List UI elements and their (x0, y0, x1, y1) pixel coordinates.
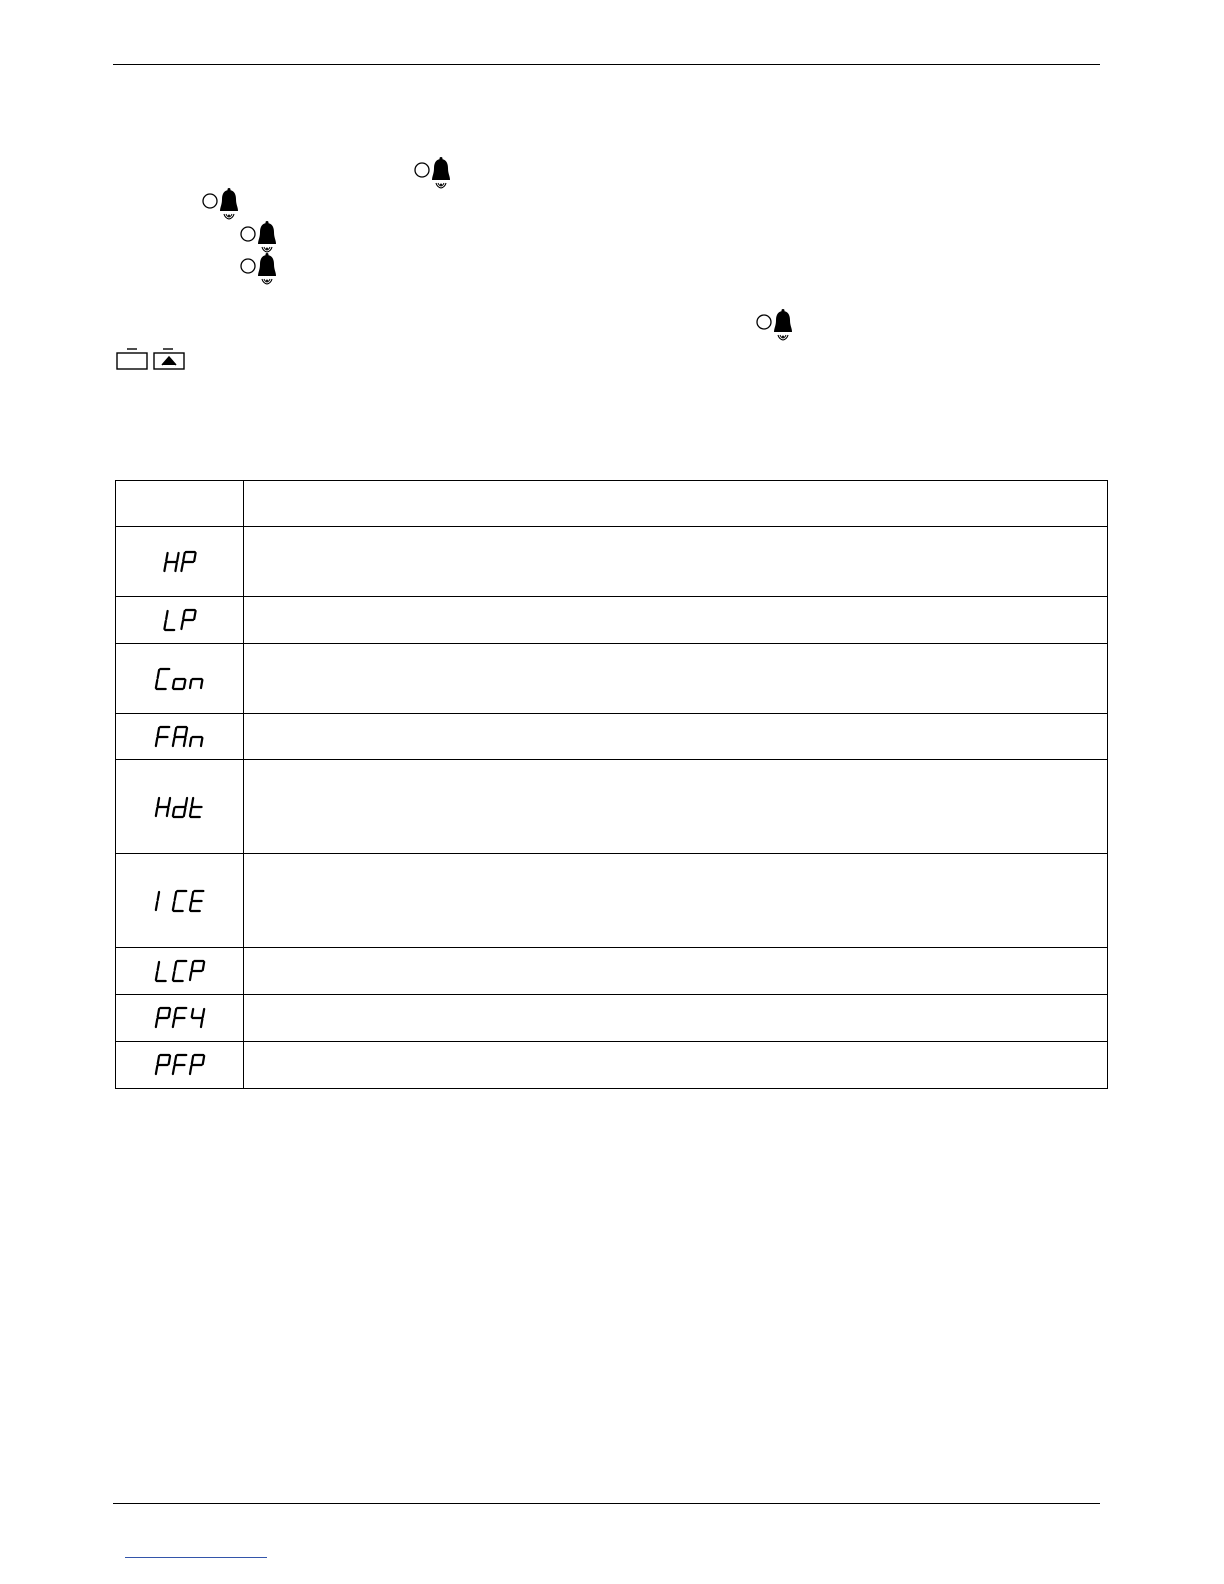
segment-glyph (155, 1008, 203, 1027)
table-row (116, 995, 1108, 1042)
alarm-bell-icon (414, 156, 454, 192)
alarm-code-cell (116, 527, 244, 597)
table-row (116, 760, 1108, 854)
footer-link-underline[interactable] (125, 1557, 267, 1558)
key-up-arrow-icon (154, 349, 184, 369)
segment-glyph (155, 798, 201, 817)
alarm-code-cell (116, 854, 244, 948)
table-header-row (116, 481, 1108, 527)
alarm-code-fan (150, 724, 210, 750)
segment-glyph (155, 961, 203, 981)
segment-glyph (155, 891, 203, 911)
alarm-code-cell (116, 995, 244, 1042)
alarm-code-cell (116, 597, 244, 644)
alarm-bell-icon (202, 187, 242, 223)
table-row (116, 527, 1108, 597)
alarm-bell-icon (756, 308, 796, 344)
keypad-icons (116, 346, 188, 372)
alarm-description-cell (244, 597, 1108, 644)
alarm-bell-icon (240, 252, 280, 288)
alarm-code-cell (116, 948, 244, 995)
header-rule (113, 64, 1100, 65)
alarm-code-pf4 (150, 1005, 210, 1031)
segment-glyph (164, 610, 195, 630)
segment-glyph (164, 552, 195, 571)
display-code-off (484, 228, 536, 252)
alarm-code-con (150, 666, 210, 692)
alarm-code-hdt (150, 794, 210, 820)
code-column-header (116, 481, 244, 527)
alarm-code-cell (116, 1042, 244, 1089)
alarm-code-cell (116, 760, 244, 854)
alarm-description-cell (244, 714, 1108, 760)
alarm-code-cell (116, 714, 244, 760)
alarm-code-ice (150, 888, 210, 914)
segment-glyph (155, 1055, 203, 1074)
alarm-description-cell (244, 854, 1108, 948)
table-row (116, 948, 1108, 995)
alarm-code-hp (150, 549, 210, 575)
alarm-code-cell (116, 644, 244, 714)
segment-glyph (155, 669, 202, 689)
table-row (116, 714, 1108, 760)
alarm-bell-icon (240, 220, 280, 256)
alarm-description-cell (244, 995, 1108, 1042)
alarm-description-cell (244, 527, 1108, 597)
table-row (116, 854, 1108, 948)
alarm-description-cell (244, 1042, 1108, 1089)
table-row (116, 644, 1108, 714)
alarm-code-pfp (150, 1052, 210, 1078)
key-blank-icon (117, 349, 147, 369)
table-row (116, 597, 1108, 644)
alarm-description-cell (244, 760, 1108, 854)
table-row (116, 1042, 1108, 1089)
segment-glyph (155, 727, 202, 746)
alarm-description-cell (244, 644, 1108, 714)
alarm-code-lcp (150, 958, 210, 984)
alarm-code-table (115, 480, 1108, 1089)
footer-rule (113, 1503, 1100, 1504)
display-code-off (508, 261, 560, 285)
alarm-description-cell (244, 948, 1108, 995)
alarm-code-lp (150, 607, 210, 633)
description-column-header (244, 481, 1108, 527)
